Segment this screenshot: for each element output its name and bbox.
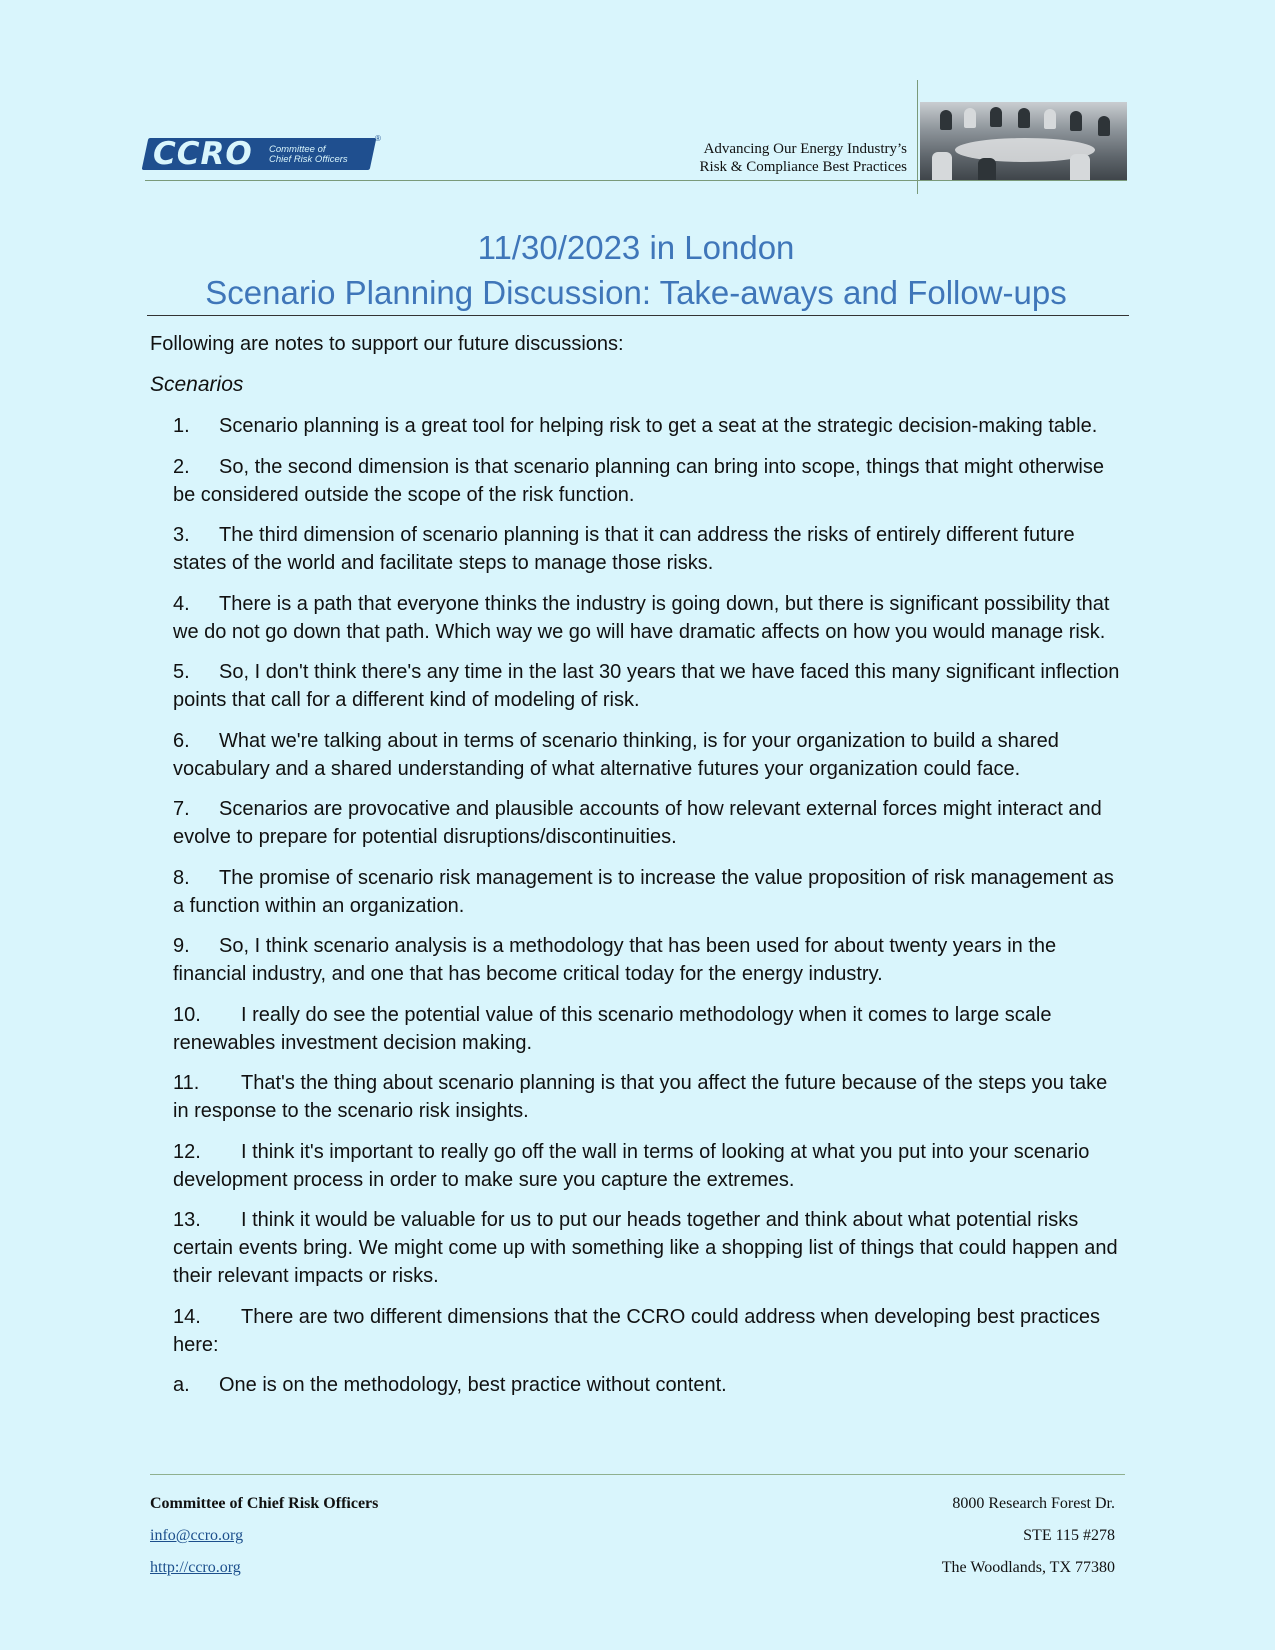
page-title: [145, 225, 1127, 315]
intro-text: Following are notes to support our future discussions:: [150, 333, 624, 355]
item-text: I think it would be valuable for us to put our heads together and think about what potential risks certain events bring. We might come up with something like a shopping list of things that could happen and their relevant impacts or risks.: [173, 1209, 1118, 1287]
footer-rule: [150, 1474, 1125, 1475]
photo-person: [1070, 111, 1082, 131]
item-text: So, the second dimension is that scenario planning can bring into scope, things that might otherwise be considered outside the scope of the risk function.: [173, 455, 1104, 506]
photo-person: [1070, 154, 1090, 180]
tagline-line-1: Advancing Our Energy Industry’s: [703, 141, 907, 157]
photo-person: [940, 110, 952, 130]
address-line-3: The Woodlands, TX 77380: [941, 1559, 1115, 1576]
item-number: 1.: [173, 415, 190, 437]
list-item: [173, 932, 1128, 988]
list-item: [173, 795, 1128, 851]
list-item: [173, 1206, 1128, 1290]
list-item: [173, 1001, 1128, 1057]
list-item: [173, 1138, 1128, 1194]
list-item: [173, 453, 1128, 509]
logo-subtitle: [269, 145, 348, 165]
item-number: 9.: [173, 935, 190, 957]
item-text: I think it's important to really go off the wall in terms of looking at what you put into your scenario development process in order to make sure you capture the extremes.: [173, 1140, 1090, 1191]
email-link[interactable]: info@ccro.org: [150, 1527, 244, 1544]
item-number: 7.: [173, 798, 190, 820]
list-item: [173, 1371, 1128, 1399]
item-number: 6.: [173, 729, 190, 752]
header-rule: [145, 180, 1127, 181]
item-text: There are two different dimensions that the CCRO could address when developing best practices here:: [173, 1305, 1100, 1356]
tagline: [700, 140, 907, 176]
item-text: The promise of scenario risk management is to increase the value proposition of risk management as a function within an organization.: [173, 866, 1114, 917]
photo-person: [990, 107, 1002, 127]
item-text: What we're talking about in terms of scenario thinking, is for your organization to build a shared vocabulary and a shared understanding of what alternative futures your organization could face.: [173, 729, 1059, 780]
logo-text: CCRO: [153, 136, 253, 172]
item-number: 14.: [173, 1305, 201, 1328]
item-number: 3.: [173, 524, 190, 546]
footer-org-name: Committee of Chief Risk Officers: [150, 1495, 379, 1512]
item-number: a.: [173, 1374, 190, 1396]
list-item: [173, 1303, 1128, 1359]
website-link[interactable]: http://ccro.org: [150, 1559, 241, 1576]
photo-person: [1044, 109, 1056, 129]
list-item: [173, 727, 1128, 783]
list-item: [173, 658, 1128, 714]
logo-subtitle-line-1: Committee of: [269, 144, 326, 155]
tagline-line-2: Risk & Compliance Best Practices: [699, 159, 907, 175]
registered-mark: ®: [375, 134, 381, 143]
item-text: So, I don't think there's any time in the last 30 years that we have faced this many significant inflection points that call for a different kind of modeling of risk.: [173, 661, 1120, 711]
item-number: 10.: [173, 1003, 201, 1026]
item-text: I really do see the potential value of this scenario methodology when it comes to large scale renewables investment decision making.: [173, 1003, 1052, 1054]
ccro-logo: [145, 134, 381, 172]
item-number: 13.: [173, 1209, 201, 1231]
item-text: Scenarios are provocative and plausible accounts of how relevant external forces might interact and evolve to prepare for potential disruptions/discontinuities.: [173, 798, 1102, 848]
item-text: The third dimension of scenario planning is that it can address the risks of entirely different future states of the world and facilitate steps to manage those risks.: [173, 524, 1075, 574]
item-number: 11.: [173, 1072, 200, 1094]
item-number: 5.: [173, 661, 190, 683]
title-line-1: 11/30/2023 in London: [477, 229, 795, 266]
list-item: [173, 864, 1128, 920]
item-number: 12.: [173, 1140, 201, 1163]
item-text: So, I think scenario analysis is a methodology that has been used for about twenty years in the financial industry, and one that has become critical today for the energy industry.: [173, 935, 1057, 985]
photo-person: [1018, 108, 1030, 128]
list-item: [173, 1069, 1128, 1125]
header-divider-vertical: [917, 80, 918, 194]
address-line-2: STE 115 #278: [1023, 1527, 1115, 1544]
item-text: Scenario planning is a great tool for helping risk to get a seat at the strategic decision-making table.: [219, 415, 1098, 437]
photo-person: [932, 152, 952, 180]
photo-person: [964, 108, 976, 128]
notes-list: [173, 412, 1128, 1412]
list-item: [173, 412, 1128, 440]
item-number: 2.: [173, 455, 190, 478]
photo-person: [978, 158, 996, 180]
title-line-2: Scenario Planning Discussion: Take-aways and Follow-ups: [205, 274, 1067, 311]
footer-contact: [150, 1488, 378, 1584]
photo-person: [1098, 116, 1110, 136]
item-text: There is a path that everyone thinks the industry is going down, but there is significant possibility that we do not go down that path. Which way we go will have dramatic affects on how you would manage risk.: [173, 592, 1110, 643]
address-line-1: 8000 Research Forest Dr.: [952, 1495, 1115, 1512]
list-item: [173, 590, 1128, 646]
item-number: 4.: [173, 592, 190, 615]
footer-address: [942, 1488, 1115, 1584]
logo-subtitle-line-2: Chief Risk Officers: [269, 154, 348, 165]
item-number: 8.: [173, 866, 190, 889]
meeting-photo: [920, 102, 1127, 180]
list-item: [173, 521, 1128, 577]
title-rule: [147, 315, 1129, 316]
item-text: That's the thing about scenario planning is that you affect the future because of the steps you take in response to the scenario risk insights.: [173, 1072, 1108, 1122]
item-text: One is on the methodology, best practice without content.: [219, 1374, 727, 1396]
section-heading: Scenarios: [150, 373, 244, 396]
letterhead: [145, 80, 1127, 195]
